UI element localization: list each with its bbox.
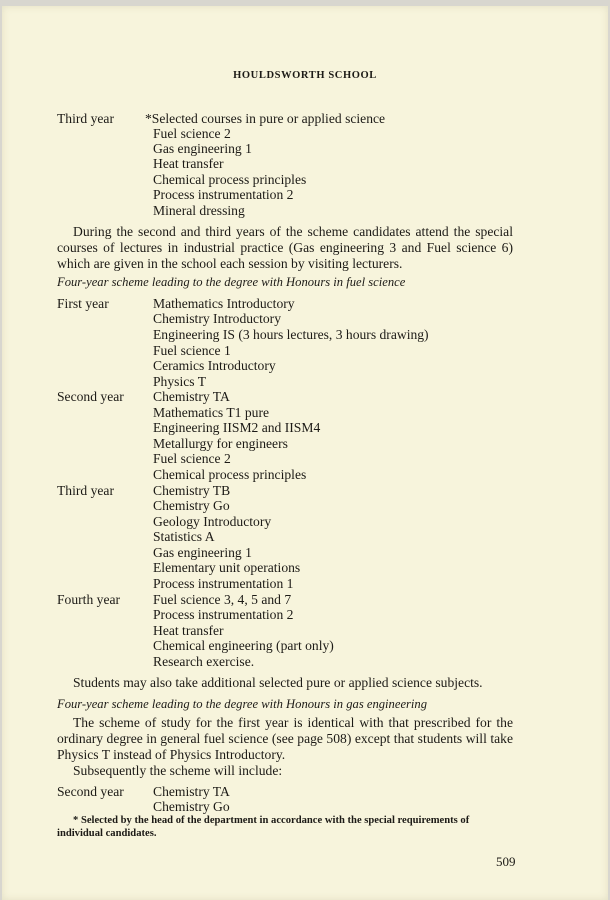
- course-item: Process instrumentation 1: [153, 576, 294, 591]
- year-label: Second year: [57, 784, 124, 799]
- course-item: Mineral dressing: [153, 203, 245, 218]
- course-item: Geology Introductory: [153, 514, 272, 529]
- course-item: Fuel science 2: [153, 126, 231, 141]
- page-number: 509: [496, 854, 516, 869]
- course-item: Gas engineering 1: [153, 545, 252, 560]
- course-item: Chemical process principles: [153, 172, 307, 187]
- year-label: Second year: [57, 389, 124, 404]
- course-item: Chemistry TA: [153, 389, 230, 404]
- course-item: Physics T: [153, 374, 207, 389]
- course-item: Statistics A: [153, 529, 215, 544]
- course-item: Fuel science 1: [153, 343, 231, 358]
- course-item: Gas engineering 1: [153, 141, 252, 156]
- course-item: Chemistry TB: [153, 483, 231, 498]
- course-item: Chemistry TA: [153, 784, 230, 799]
- heading-fuel-science-scheme: Four-year scheme leading to the degree with Honours in fuel science: [57, 275, 406, 289]
- course-item: Ceramics Introductory: [153, 358, 276, 373]
- course-item: Heat transfer: [153, 623, 224, 638]
- course-item: Chemistry Go: [153, 498, 230, 513]
- course-item: Chemistry Introductory: [153, 311, 281, 326]
- footnote: * Selected by the head of the department in accordance with the special requirements of individual candidates.: [57, 814, 470, 839]
- course-item: Heat transfer: [153, 156, 224, 171]
- course-item: Mathematics T1 pure: [153, 405, 270, 420]
- year-label: Third year: [57, 111, 114, 126]
- paragraph-subsequently: Subsequently the scheme will include:: [73, 762, 283, 778]
- course-item: Chemical engineering (part only): [153, 638, 334, 653]
- running-head: HOULDSWORTH SCHOOL: [233, 70, 377, 81]
- year-label: Third year: [57, 483, 114, 498]
- course-item: Mathematics Introductory: [153, 296, 295, 311]
- year-label: First year: [57, 296, 109, 311]
- course-item: Metallurgy for engineers: [153, 436, 288, 451]
- course-item: Process instrumentation 2: [153, 187, 294, 202]
- course-item: Elementary unit operations: [153, 560, 301, 575]
- course-item: *Selected courses in pure or applied science: [145, 111, 386, 126]
- course-item: Engineering IS (3 hours lectures, 3 hours drawing): [153, 327, 429, 342]
- paragraph-first-year-identical: The scheme of study for the first year is identical with that prescribed for the ordinary degree in general fuel science (see page 508) except that students will take Physics T instead of Physics Introductory.: [57, 714, 513, 762]
- course-item: Chemistry Go: [153, 799, 230, 814]
- course-item: Fuel science 3, 4, 5 and 7: [153, 592, 292, 607]
- course-item: Chemical process principles: [153, 467, 307, 482]
- year-label: Fourth year: [57, 592, 121, 607]
- course-item: Research exercise.: [153, 654, 255, 669]
- heading-gas-engineering-scheme: Four-year scheme leading to the degree with Honours in gas engineering: [57, 697, 428, 711]
- course-item: Engineering IISM2 and IISM4: [153, 420, 321, 435]
- course-item: Process instrumentation 2: [153, 607, 294, 622]
- paragraph-additional-subjects: Students may also take additional selected pure or applied science subjects.: [73, 674, 483, 690]
- paragraph-industrial-practice: During the second and third years of the scheme candidates attend the special courses of lectures in industrial practice (Gas engineering 3 and Fuel science 6) which are given in the school each session by visiting lecturers.: [57, 223, 513, 271]
- course-item: Fuel science 2: [153, 451, 231, 466]
